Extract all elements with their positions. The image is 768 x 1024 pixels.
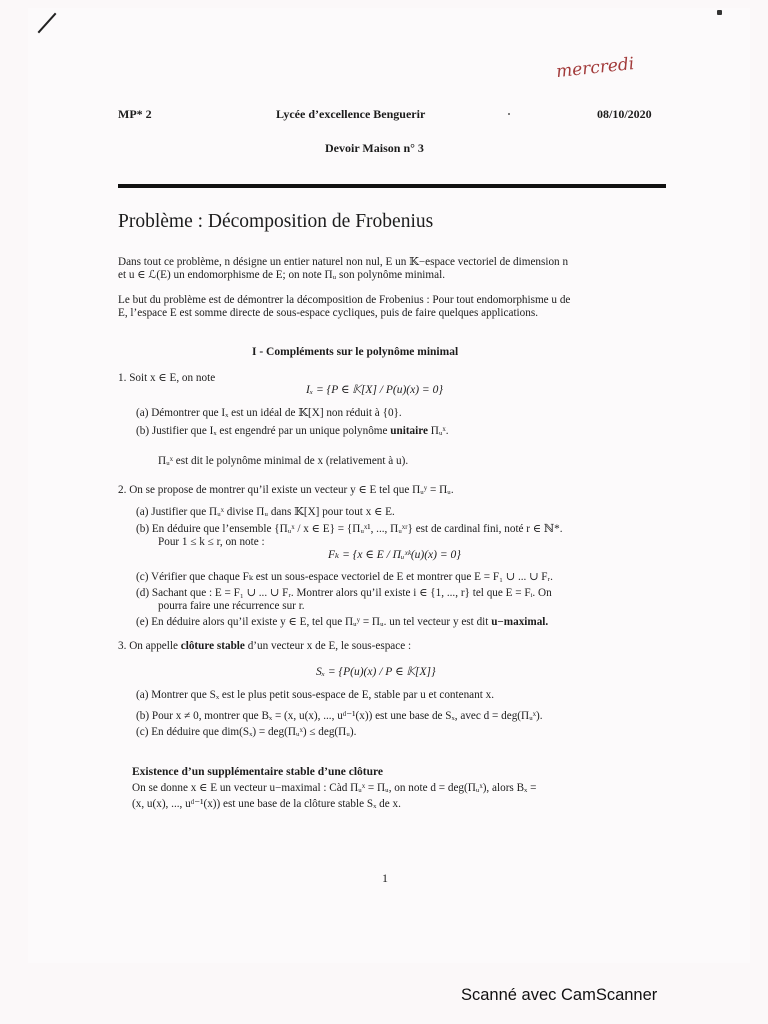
school-name: Lycée d’excellence Benguerir <box>276 107 426 121</box>
question-1a: (a) Démontrer que Iₓ est un idéal de 𝕂[X] non réduit à {0}. <box>136 407 402 419</box>
question-3c: (c) En déduire que dim(Sₓ) = deg(Πᵤˣ) ≤ deg(Πᵤ). <box>136 726 357 738</box>
header-rule <box>118 184 666 188</box>
intro-line: Dans tout ce problème, n désigne un entier naturel non nul, E un 𝕂−espace vectoriel de dimension n <box>118 256 569 268</box>
subsection-heading: Existence d’un supplémentaire stable d’une clôture <box>132 766 383 778</box>
formula-ix: Iₓ = {P ∈ 𝕂[X] / P(u)(x) = 0} <box>306 384 443 396</box>
formula-sx: Sₓ = {P(u)(x) / P ∈ 𝕂[X]} <box>316 666 436 678</box>
goal-paragraph <box>118 294 674 320</box>
question-2a: (a) Justifier que Πᵤˣ divise Πᵤ dans 𝕂[X] pour tout x ∈ E. <box>136 506 395 518</box>
question-1b: (b) Justifier que Iₓ est engendré par un unique polynôme unitaire Πᵤˣ. <box>136 425 449 437</box>
question-2b: (b) En déduire que l’ensemble {Πᵤˣ / x ∈ E} = {Πᵤˣ¹, ..., Πᵤˣʳ} est de cardinal fini, noté r ∈ ℕ*. <box>136 523 563 535</box>
question-3: 3. On appelle clôture stable d’un vecteur x de E, le sous-espace : <box>118 640 412 652</box>
goal-line: Le but du problème est de démontrer la décomposition de Frobenius : Pour tout endomorphisme u de <box>118 294 571 306</box>
camscanner-watermark: Scanné avec CamScanner <box>461 986 658 1004</box>
formula-fk: Fₖ = {x ∈ E / Πᵤˣᵏ(u)(x) = 0} <box>328 549 461 561</box>
question-3a: (a) Montrer que Sₓ est le plus petit sous-espace de E, stable par u et contenant x. <box>136 689 495 701</box>
goal-line: E, l’espace E est somme directe de sous-espace cycliques, puis de faire quelques applications. <box>118 307 539 319</box>
existence-line: (x, u(x), ..., uᵈ⁻¹(x)) est une base de la clôture stable Sₓ de x. <box>132 798 401 810</box>
assignment-title: Devoir Maison n° 3 <box>325 141 424 155</box>
question-1: 1. Soit x ∈ E, on note <box>118 372 216 384</box>
question-1-note: Πᵤˣ est dit le polynôme minimal de x (relativement à u). <box>158 455 409 467</box>
section-heading: I - Compléments sur le polynôme minimal <box>252 346 459 358</box>
question-2b-cont: Pour 1 ≤ k ≤ r, on note : <box>158 536 265 548</box>
date-label: 08/10/2020 <box>597 107 652 121</box>
scan-artifact <box>717 10 722 15</box>
handwritten-note: mercredi <box>555 53 636 83</box>
question-2d: (d) Sachant que : E = F₁ ∪ ... ∪ Fᵣ. Montrer alors qu’il existe i ∈ {1, ..., r} tel que E = Fᵢ. On <box>136 587 552 599</box>
class-label: MP* 2 <box>118 107 152 121</box>
intro-paragraph <box>118 256 674 282</box>
page-title: Problème : Décomposition de Frobenius <box>118 211 434 232</box>
question-2: 2. On se propose de montrer qu’il existe un vecteur y ∈ E tel que Πᵤʸ = Πᵤ. <box>118 484 454 496</box>
question-2c: (c) Vérifier que chaque Fₖ est un sous-espace vectoriel de E et montrer que E = F₁ ∪ ... ∪ Fᵣ. <box>136 571 553 583</box>
question-2e: (e) En déduire alors qu’il existe y ∈ E, tel que Πᵤʸ = Πᵤ. un tel vecteur y est dit u−maximal. <box>136 616 549 628</box>
question-2d-cont: pourra faire une récurrence sur r. <box>158 600 305 612</box>
scan-artifact <box>508 113 510 115</box>
question-3b: (b) Pour x ≠ 0, montrer que Bₓ = (x, u(x), ..., uᵈ⁻¹(x)) est une base de Sₓ, avec d = deg(Πᵤˣ). <box>136 710 543 722</box>
existence-line: On se donne x ∈ E un vecteur u−maximal : Càd Πᵤˣ = Πᵤ, on note d = deg(Πᵤˣ), alors Bₓ = <box>132 782 537 794</box>
intro-line: et u ∈ ℒ(E) un endomorphisme de E; on note Πᵤ son polynôme minimal. <box>118 269 445 281</box>
page-number: 1 <box>382 871 388 885</box>
